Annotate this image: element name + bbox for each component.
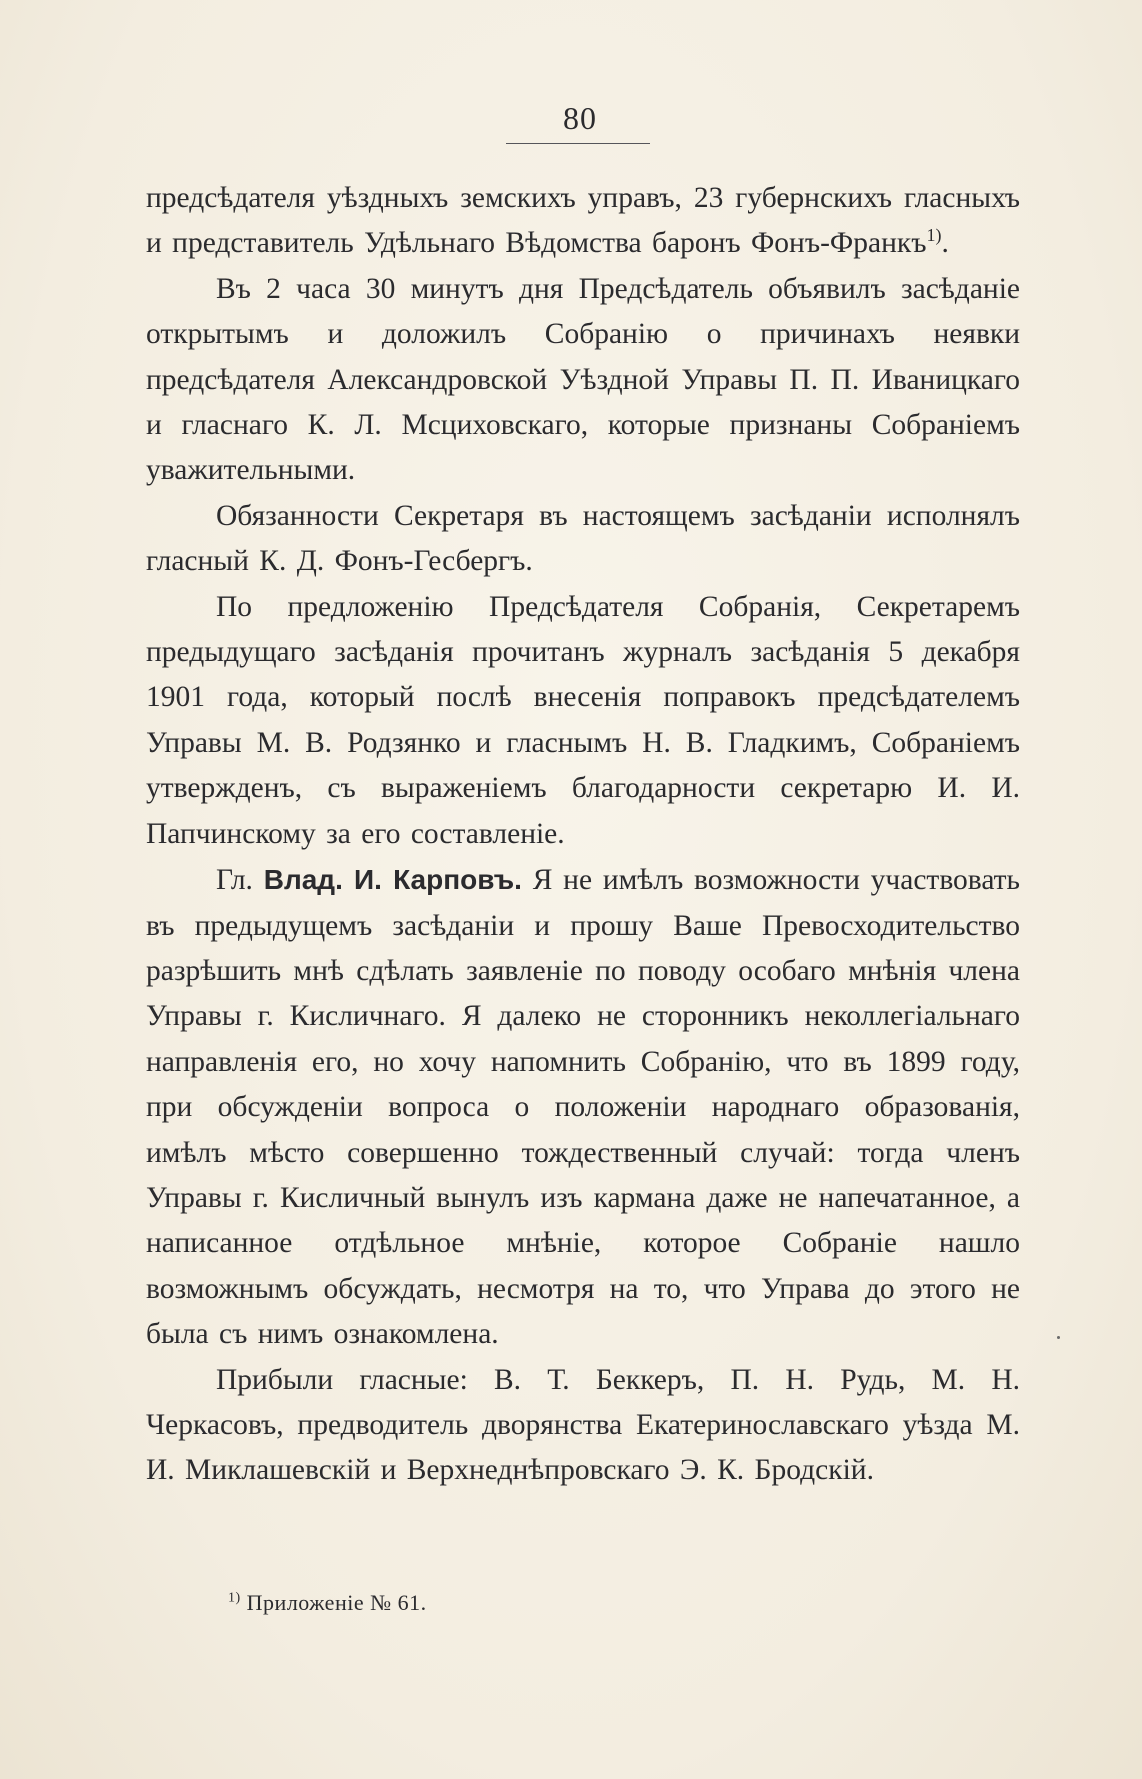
paragraph-secretary: Обязанности Секретаря въ настоящемъ засѣданіи исполнялъ гласный К. Д. Фонъ-Гесбергъ. [146, 499, 1020, 578]
paragraph-attendance [146, 176, 1020, 267]
footnote-text: Приложеніе № 61. [246, 1590, 427, 1615]
paragraph-arrivals: Прибыли гласные: В. Т. Беккеръ, П. Н. Рудь, М. Н. Черкасовъ, предводитель дворянства Екатеринославскаго уѣзда М. И. Миклашевскій и Верхнеднѣпровскаго Э. К. Бродскій. [146, 1363, 1020, 1487]
footnote-mark: 1) [228, 1590, 241, 1606]
speaker-prefix: Гл. [216, 864, 253, 897]
body-text [146, 176, 1020, 1494]
header-rule [506, 143, 650, 144]
print-speck [1057, 1336, 1060, 1339]
speaker-name: Влад. И. Карповъ. [263, 864, 522, 896]
paragraph-minutes: По предложенію Предсѣдателя Собранія, Секретаремъ предыдущаго засѣданія прочитанъ журналъ засѣданія 5 декабря 1901 года, который послѣ внесенія поправокъ предсѣдателемъ Управы М. В. Родзянко и гласнымъ Н. В. Гладкимъ, Собраніемъ утвержденъ, съ выраженіемъ благодарности секретарю И. И. Папчинскому за его составленіе. [146, 590, 1020, 850]
speech-text: Я не имѣлъ возможности участвовать въ предыдущемъ засѣданіи и прошу Ваше Превосходительство разрѣшить мнѣ сдѣлать заявленіе по поводу особаго мнѣнія члена Управы г. Кисличнаго. Я далеко не сторонникъ неколлегіальнаго направленія его, но хочу напомнить Собранію, что въ 1899 году, при обсужденіи вопроса о положеніи народнаго образованія, имѣлъ мѣсто совершенно тождественный случай: тогда членъ Управы г. Кисличный вынулъ изъ кармана даже не напечатанное, а написанное отдѣльное мнѣніе, которое Собраніе нашло возможнымъ обсуждать, несмотря на то, что Управа до этого не была съ нимъ ознакомлена. [146, 864, 1021, 1351]
paragraph-end-punct: . [941, 227, 949, 260]
paragraph-text: предсѣдателя уѣздныхъ земскихъ управъ, 23 губернскихъ гласныхъ и представитель Удѣльнаго Вѣдомства баронъ Фонъ-Франкъ [146, 182, 1020, 260]
footnote [228, 1590, 427, 1616]
paragraph-speech [146, 857, 1020, 1357]
footnote-reference: 1) [926, 225, 942, 246]
paragraph-opening: Въ 2 часа 30 минутъ дня Предсѣдатель объявилъ засѣданіе открытымъ и доложилъ Собранію о причинахъ неявки предсѣдателя Александровской Уѣздной Управы П. П. Иваницкаго и гласнаго К. Л. Мсциховскаго, которые признаны Собраніемъ уважительными. [146, 272, 1020, 487]
page-number: 80 [563, 100, 597, 136]
